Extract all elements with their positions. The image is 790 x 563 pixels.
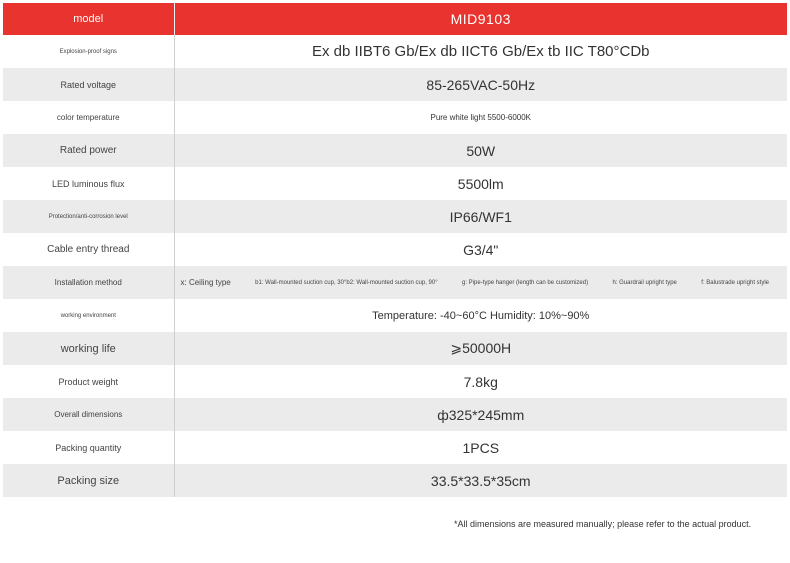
table-header-row xyxy=(3,3,787,35)
table-row xyxy=(3,299,787,332)
table-row xyxy=(3,431,787,464)
row-value: 85-265VAC-50Hz xyxy=(174,68,787,101)
row-label: LED luminous flux xyxy=(3,167,174,200)
row-value: 50W xyxy=(174,134,787,167)
install-option-balustrade: f: Balustrade upright style xyxy=(701,279,769,286)
row-label: Overall dimensions xyxy=(3,398,174,431)
row-label: Protection/anti-corrosion level xyxy=(3,200,174,233)
row-value: ф325*245mm xyxy=(174,398,787,431)
row-label: working environment xyxy=(3,299,174,332)
row-label: color temperature xyxy=(3,101,174,134)
table-row xyxy=(3,35,787,68)
row-label: Rated power xyxy=(3,134,174,167)
header-label: model xyxy=(3,3,174,35)
table-row xyxy=(3,266,787,299)
installation-methods xyxy=(174,266,787,299)
row-value: G3/4" xyxy=(174,233,787,266)
row-label: working life xyxy=(3,332,174,365)
row-label: Cable entry thread xyxy=(3,233,174,266)
row-label: Product weight xyxy=(3,365,174,398)
table-row xyxy=(3,167,787,200)
table-row xyxy=(3,68,787,101)
row-value: ⩾50000H xyxy=(174,332,787,365)
install-option-wall: b1: Wall-mounted suction cup, 30°b2: Wall-mounted suction cup, 90° xyxy=(255,279,438,286)
row-value: Temperature: -40~60°C Humidity: 10%~90% xyxy=(174,299,787,332)
table-row xyxy=(3,398,787,431)
table-row xyxy=(3,464,787,497)
row-label: Packing quantity xyxy=(3,431,174,464)
row-label: Installation method xyxy=(3,266,174,299)
row-value: 5500lm xyxy=(174,167,787,200)
row-value: IP66/WF1 xyxy=(174,200,787,233)
spec-table xyxy=(3,3,787,497)
table-row xyxy=(3,365,787,398)
model-number: MID9103 xyxy=(174,3,787,35)
row-value: Pure white light 5500-6000K xyxy=(174,101,787,134)
install-option-pipe: g: Pipe-type hanger (length can be customized) xyxy=(462,279,589,286)
row-label: Explosion-proof signs xyxy=(3,35,174,68)
footnote: *All dimensions are measured manually; please refer to the actual product. xyxy=(454,519,752,529)
table-row xyxy=(3,200,787,233)
row-value: 1PCS xyxy=(174,431,787,464)
row-value: Ex db IIBT6 Gb/Ex db IICT6 Gb/Ex tb IIC T80°CDb xyxy=(174,35,787,68)
row-label: Packing size xyxy=(3,464,174,497)
table-row xyxy=(3,233,787,266)
row-value: 7.8kg xyxy=(174,365,787,398)
install-option-guardrail: h: Guardrail upright type xyxy=(612,279,677,286)
row-label: Rated voltage xyxy=(3,68,174,101)
table-row xyxy=(3,134,787,167)
install-option-ceiling: x: Ceiling type xyxy=(180,278,231,287)
table-row xyxy=(3,332,787,365)
table-row xyxy=(3,101,787,134)
row-value: 33.5*33.5*35cm xyxy=(174,464,787,497)
